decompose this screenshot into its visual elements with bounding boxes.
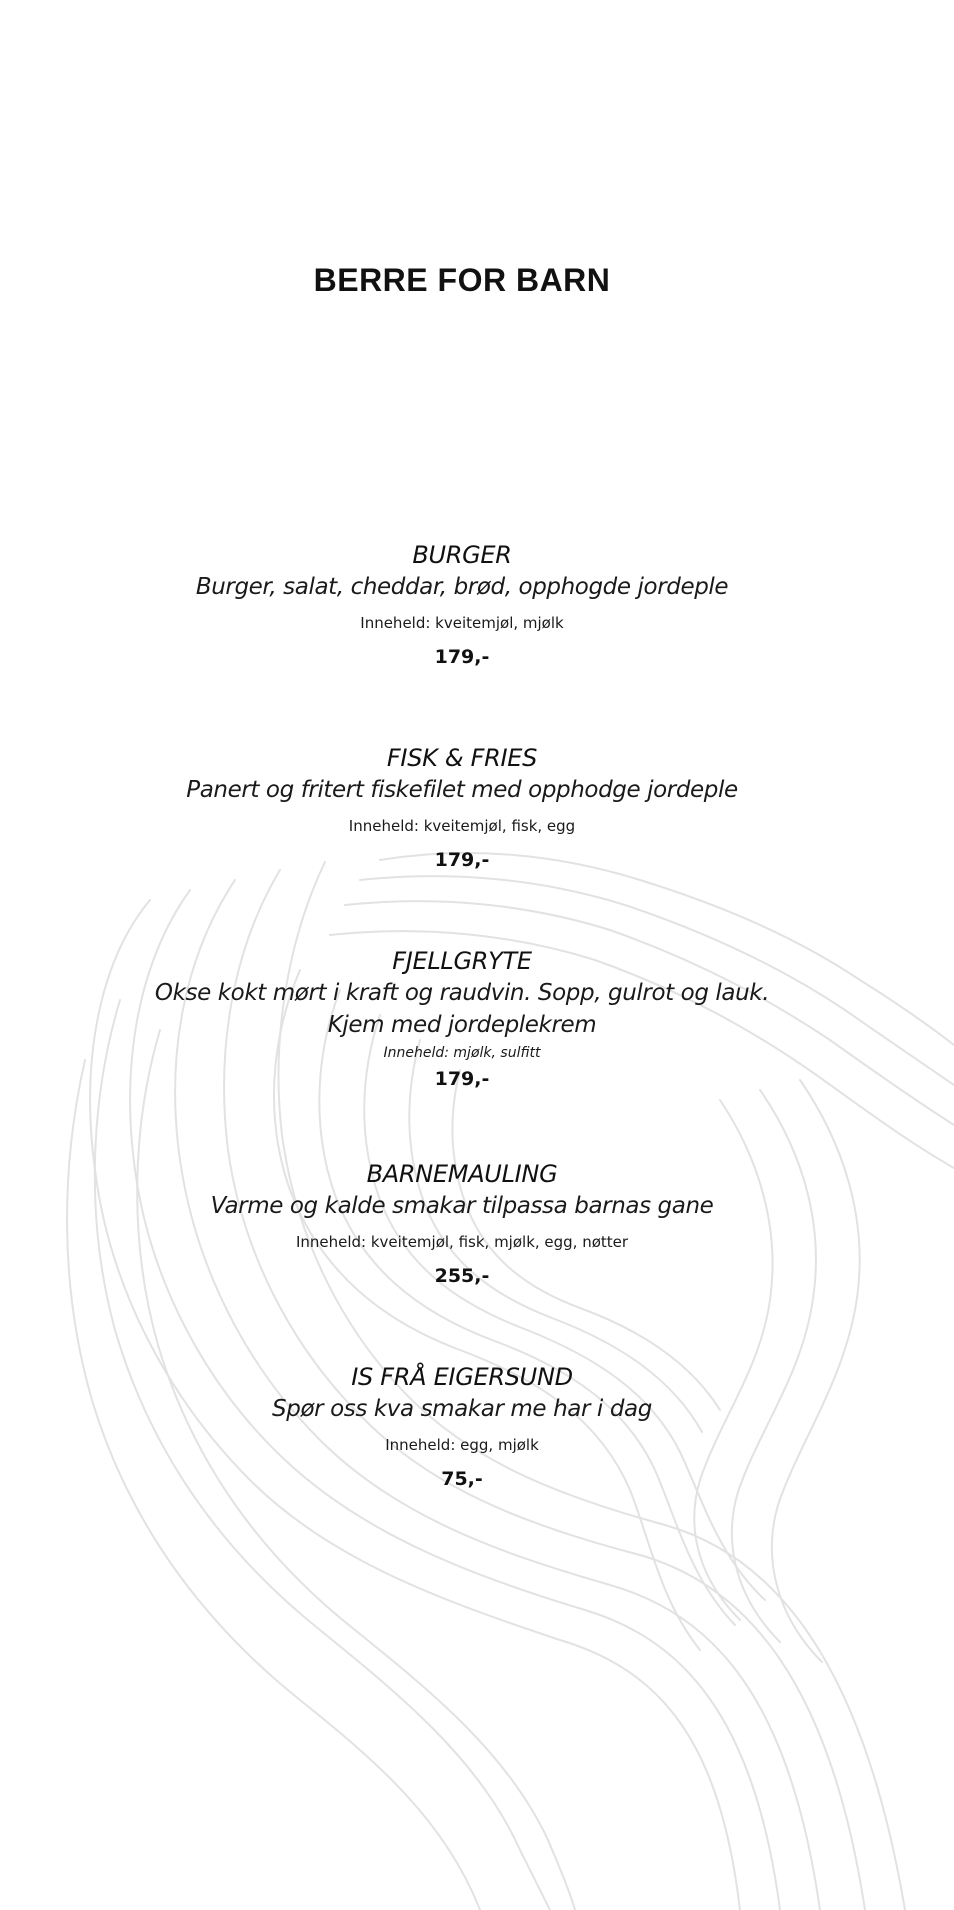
menu-item-name: FISK & FRIES	[386, 744, 538, 772]
menu-item-description-line-2: Kjem med jordeplekrem	[327, 1012, 597, 1038]
menu-item-fisk-fries	[0, 742, 924, 872]
menu-item-name: IS FRÅ EIGERSUND	[351, 1363, 573, 1391]
menu-item-allergens: Inneheld: kveitemjøl, fisk, mjølk, egg, nøtter	[295, 1233, 629, 1251]
menu-item-is-fra-eigersund	[0, 1361, 924, 1491]
menu-item-price: 75,-	[441, 1468, 483, 1490]
menu-item-fjellgryte	[0, 945, 924, 1091]
menu-item-allergens: Inneheld: mjølk, sulfitt	[383, 1045, 541, 1061]
menu-item-burger	[0, 539, 924, 669]
menu-item-allergens: Inneheld: kveitemjøl, mjølk	[360, 614, 564, 632]
menu-item-description: Panert og fritert fiskefilet med opphodge jordeple	[186, 777, 738, 803]
menu-item-price: 179,-	[434, 1068, 490, 1090]
menu-item-description-line-1: Okse kokt mørt i kraft og raudvin. Sopp, gulrot og lauk.	[154, 980, 770, 1006]
menu-item-price: 179,-	[434, 646, 490, 668]
menu-item-allergens: Inneheld: egg, mjølk	[385, 1436, 539, 1454]
menu-item-description: Varme og kalde smakar tilpassa barnas gane	[210, 1193, 714, 1219]
menu-item-name: BURGER	[412, 541, 512, 569]
menu-item-price: 255,-	[434, 1265, 490, 1287]
menu-item-allergens: Inneheld: kveitemjøl, fisk, egg	[348, 817, 576, 835]
menu-item-price: 179,-	[434, 849, 490, 871]
menu-item-description: Spør oss kva smakar me har i dag	[272, 1396, 652, 1422]
menu-title: BERRE FOR BARN	[313, 262, 611, 298]
menu-item-name: FJELLGRYTE	[392, 947, 532, 975]
menu-item-name: BARNEMAULING	[366, 1160, 558, 1188]
menu-item-description: Burger, salat, cheddar, brød, opphogde jordeple	[195, 574, 729, 600]
menu-item-barnemauling	[0, 1158, 924, 1288]
